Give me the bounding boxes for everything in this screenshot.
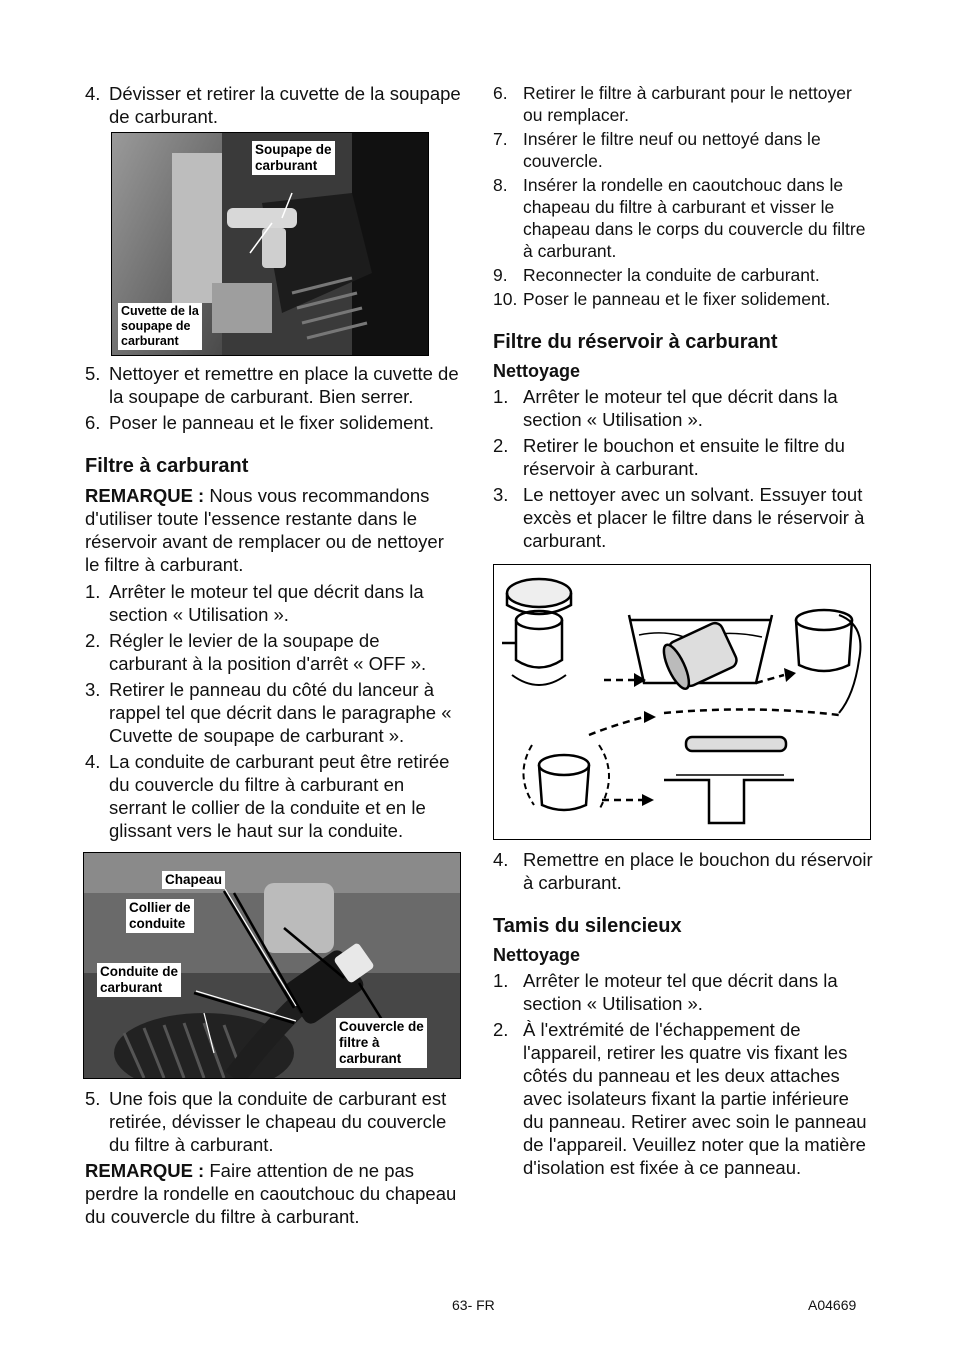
- subtitle-cleaning-muffler: Nettoyage: [493, 945, 581, 965]
- page-number: 63- FR: [452, 1297, 495, 1313]
- left-column: [85, 82, 461, 1232]
- list-item: 4. Remettre en place le bouchon du réservoir à carburant.: [493, 849, 873, 893]
- label-line-clamp: Collier de conduite: [126, 899, 194, 933]
- list-item: 10. Poser le panneau et le fixer solidement.: [493, 289, 831, 309]
- section-title-tank-filter: Filtre du réservoir à carburant: [493, 331, 778, 353]
- label-cap: Chapeau: [162, 871, 225, 889]
- list-item: 2. À l'extrémité de l'échappement de l'appareil, retirer les quatre vis fixant les côtés du panneau et les deux attaches avec isolateurs fixant la partie inférieure du panneau. Retirer avec soin le panneau de l'appareil. Veuillez noter que la matière d'isolation est fixée à ce panneau.: [493, 1019, 867, 1178]
- list-item: 1. Arrêter le moteur tel que décrit dans la section « Utilisation ».: [493, 970, 838, 1014]
- label-fuel-line: Conduite de carburant: [97, 963, 181, 997]
- section-title-muffler-screen: Tamis du silencieux: [493, 915, 682, 937]
- steps-tank-filter-step4: [493, 848, 873, 894]
- list-item: 3. Le nettoyer avec un solvant. Essuyer tout excès et placer le filtre dans le réservoir à carburant.: [493, 484, 865, 551]
- list-item: 1. Arrêter le moteur tel que décrit dans la section « Utilisation ».: [493, 386, 838, 430]
- tank-filter-cleaning-illustration: [494, 565, 870, 839]
- tank-filter-cleaning-diagram: [493, 564, 871, 840]
- list-item: 9. Reconnecter la conduite de carburant.: [493, 265, 820, 285]
- list-item: 7. Insérer le filtre neuf ou nettoyé dans le couvercle.: [493, 129, 821, 171]
- list-item: 6. Retirer le filtre à carburant pour le nettoyer ou remplacer.: [493, 83, 852, 125]
- list-item: 6. Poser le panneau et le fixer solidement.: [85, 412, 434, 433]
- document-code: A04669: [808, 1297, 857, 1313]
- steps-muffler-screen: [493, 969, 873, 1179]
- fuel-filter-photo: [83, 852, 461, 1079]
- label-filter-cover: Couvercle de filtre à carburant: [336, 1018, 427, 1068]
- steps-fuel-bowl: [85, 82, 461, 128]
- note-fuel-filter: REMARQUE : Nous vous recommandons d'utiliser toute l'essence restante dans le réservoir avant de remplacer ou de nettoyer le filtre à carburant.: [85, 485, 444, 575]
- steps-fuel-filter: [85, 580, 461, 842]
- steps-fuel-filter-continued: [493, 82, 873, 310]
- list-item: 5. Une fois que la conduite de carburant est retirée, dévisser le chapeau du couvercle du filtre à carburant.: [85, 1088, 447, 1155]
- list-item: 2. Régler le levier de la soupape de carburant à la position d'arrêt « OFF ».: [85, 630, 427, 674]
- fuel-valve-photo: [111, 132, 429, 356]
- steps-tank-filter: [493, 385, 873, 552]
- list-item: 5. Nettoyer et remettre en place la cuvette de la soupape de carburant. Bien serrer.: [85, 363, 459, 407]
- label-fuel-valve: Soupape de carburant: [252, 141, 335, 175]
- subtitle-cleaning: Nettoyage: [493, 361, 581, 381]
- steps-after-figure1: [85, 362, 461, 434]
- list-item: 4. Dévisser et retirer la cuvette de la soupape de carburant.: [85, 83, 461, 127]
- list-item: 4. La conduite de carburant peut être retirée du couvercle du filtre à carburant en serrant le collier de la conduite et en le glissant vers le haut sur la conduite.: [85, 751, 450, 841]
- section-title-fuel-filter: Filtre à carburant: [85, 455, 249, 477]
- list-item: 8. Insérer la rondelle en caoutchouc dans le chapeau du filtre à carburant et visser le chapeau dans le corps du couvercle du filtre à carburant.: [493, 175, 866, 261]
- list-item: 3. Retirer le panneau du côté du lanceur à rappel tel que décrit dans le paragraphe « Cuvette de soupape de carburant ».: [85, 679, 452, 746]
- steps-after-figure2: [85, 1087, 461, 1156]
- list-item: 2. Retirer le bouchon et ensuite le filtre du réservoir à carburant.: [493, 435, 845, 479]
- note-rubber-washer: REMARQUE : Faire attention de ne pas perdre la rondelle en caoutchouc du chapeau du couvercle du filtre à carburant.: [85, 1160, 457, 1227]
- right-column: [493, 82, 873, 1182]
- list-item: 1. Arrêter le moteur tel que décrit dans la section « Utilisation ».: [85, 581, 424, 625]
- label-fuel-bowl: Cuvette de la soupape de carburant: [118, 303, 202, 350]
